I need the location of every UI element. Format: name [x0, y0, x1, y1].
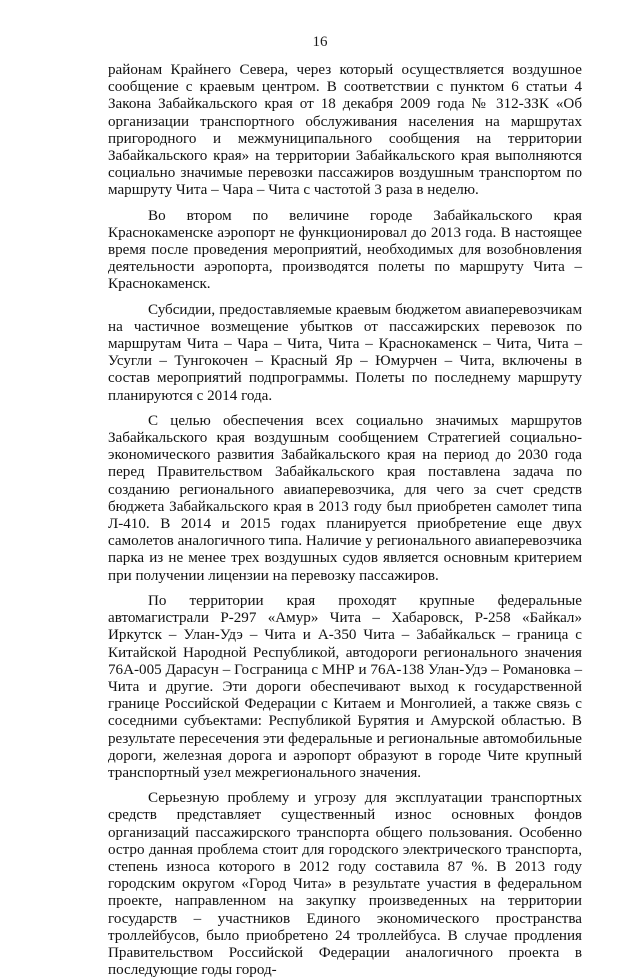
paragraph-subsidies: Субсидии, предоставляемые краевым бюджетом авиаперевозчикам на частичное возмещение убытков от пассажирских перевозок по маршрутам Чита – Чара – Чита, Чита – Краснокаменск – Чита, Чита – Усугли – Тунгокочен – Красный Яр – Юмурчен – Чита, включены в состав мероприятий подпрограммы. Полеты по последнему маршруту планируются с 2014 года. — [108, 301, 582, 404]
paragraph-regional-carrier: С целью обеспечения всех социально значимых маршрутов Забайкальского края воздушным сообщением Стратегией социально-экономического развития Забайкальского края на период до 2030 года перед Правительством Забайкальского края поставлена задача по созданию регионального авиаперевозчика, для чего за счет средств бюджета Забайкальского края в 2013 году был приобретен самолет типа Л-410. В 2014 и 2015 годах планируется приобретение еще двух самолетов аналогичного типа. Наличие у регионального авиаперевозчика парка из не менее трех воздушных судов является основным критерием при получении лицензии на перевозку пассажиров. — [108, 412, 582, 584]
page-number: 16 — [312, 34, 328, 50]
paragraph-krasnokamensk-airport: Во втором по величине городе Забайкальского края Краснокаменске аэропорт не функционировал до 2013 года. В настоящее время после проведения мероприятий, необходимых для возобновления деятельности аэропорта, производятся полеты по маршруту Чита – Краснокаменск. — [108, 207, 582, 293]
paragraph-continuation: районам Крайнего Севера, через который осуществляется воздушное сообщение с краевым центром. В соответствии с пунктом 6 статьи 4 Закона Забайкальского края от 18 декабря 2009 года № 312-ЗЗК «Об организации транспортного обслуживания населения на маршрутах пригородного и межмуниципального сообщения на территории Забайкальского края» на территории Забайкальского края выполняются социально значимые перевозки пассажиров воздушным транспортом по маршруту Чита – Чара – Чита с частотой 3 раза в неделю. — [108, 62, 582, 199]
paragraph-fleet-wear: Серьезную проблему и угрозу для эксплуатации транспортных средств представляет существенный износ основных фондов организаций пассажирского транспорта общего пользования. Особенно остро данная проблема стоит для городского электрического транспорта, степень износа которого в 2012 году составила 87 %. В 2013 году городским округом «Город Чита» в результате участия в федеральном проекте, направленном на закупку произведенных на территории государств – участников Единого экономического пространства троллейбусов, было приобретено 24 троллейбуса. В случае продления Правительством Российской Федерации аналогичного проекта в последующие годы город- — [108, 790, 582, 979]
paragraph-highways: По территории края проходят крупные федеральные автомагистрали Р-297 «Амур» Чита – Хабаровск, Р-258 «Байкал» Иркутск – Улан-Удэ – Чита и А-350 Чита – Забайкальск – граница с Китайской Народной Республикой, автодороги регионального значения 76А-005 Дарасун – Госграница с МНР и 76А-138 Улан-Удэ – Романовка – Чита и другие. Эти дороги обеспечивают выход к государственной границе Российской Федерации с Китаем и Монголией, а также связь с соседними субъектами: Республикой Бурятия и Амурской областью. В результате пересечения эти федеральные и региональные автомобильные дороги, железная дорога и аэропорт образуют в городе Чите крупный транспортный узел межрегионального значения. — [108, 592, 582, 781]
body-text — [108, 62, 582, 979]
